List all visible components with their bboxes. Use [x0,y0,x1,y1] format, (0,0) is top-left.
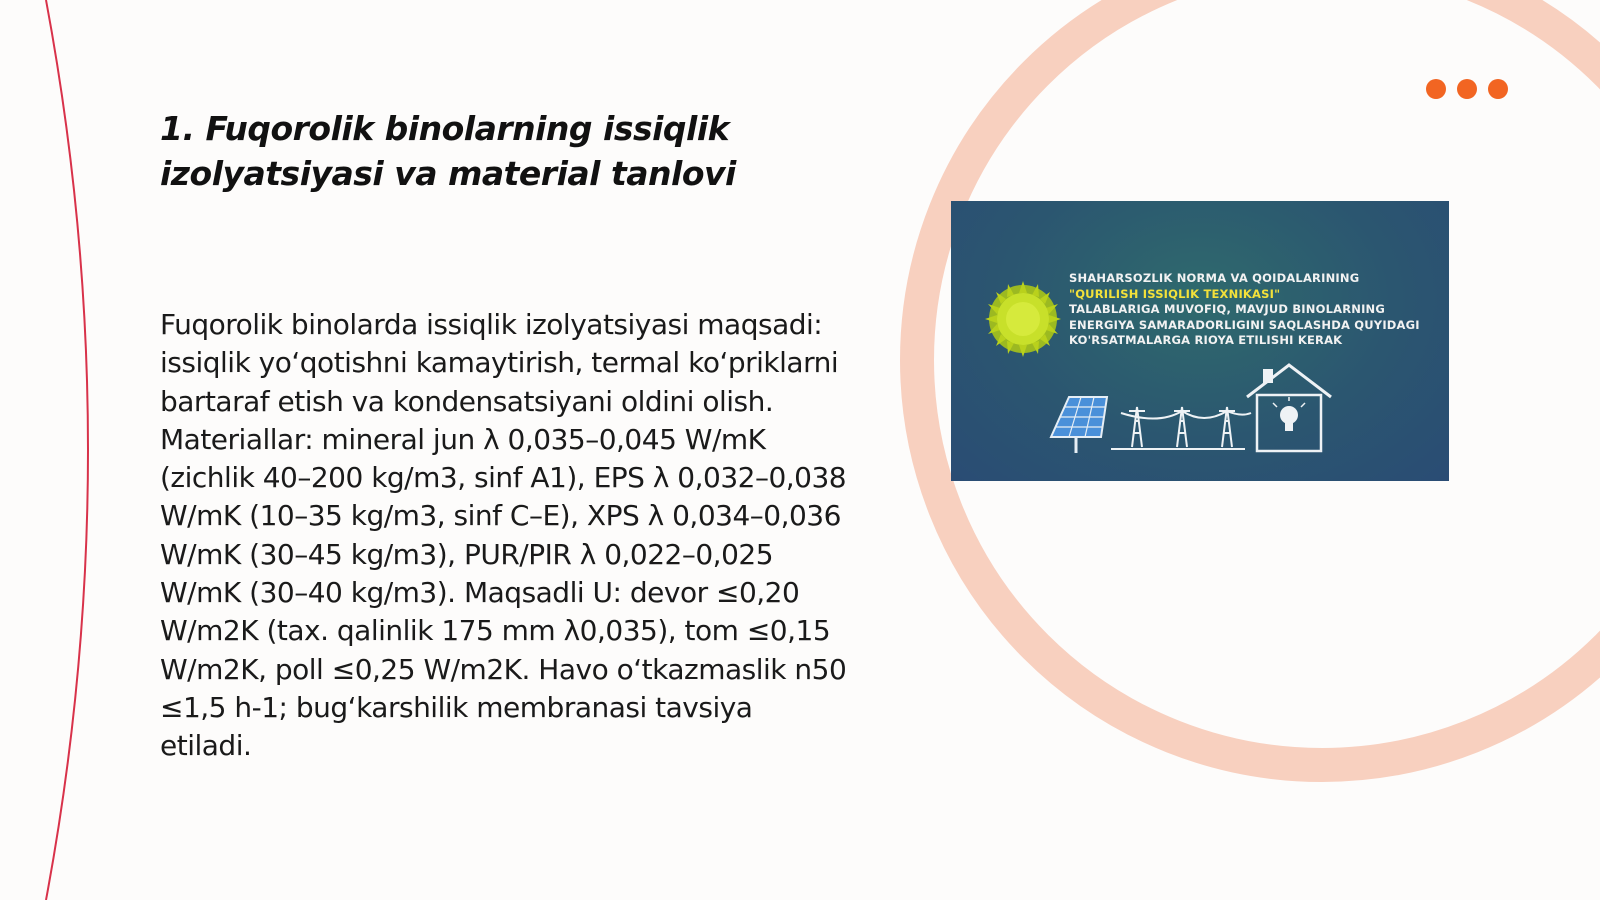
left-edge-curve [46,0,88,900]
figure-caption [1069,271,1439,349]
figure-line-2: "QURILISH ISSIQLIK TEXNIKASI" [1069,286,1281,301]
slide-title: 1. Fuqorolik binolarning issiqlik izolyatsiyasi va material tanlovi [160,109,736,193]
energy-efficiency-figure [951,201,1449,481]
dots-decoration [1426,79,1508,99]
figure-line-3: TALABLARIGA MUVOFIQ, MAVJUD BINOLARNING [1069,302,1386,316]
solar-panel-icon [1051,397,1107,453]
dot-3 [1488,79,1508,99]
power-line-icon [1111,407,1251,449]
figure-line-4: ENERGIYA SAMARADORLIGINI SAQLASHDA QUYIDAGI [1069,317,1420,332]
house-lightbulb-icon [1247,365,1331,451]
sun-icon [985,281,1061,357]
figure-line-5: KO'RSATMALARGA RIOYA ETILISHI KERAK [1069,333,1343,347]
slide-body-text: Fuqorolik binolarda issiqlik izolyatsiyasi maqsadi: issiqlik yo‘qotishni kamaytirish, termal ko‘priklarni bartaraf etish va kondensatsiyani oldini olish. Materiallar: mineral jun λ 0,035–0,045 W/mK (zichlik 40–200 kg/m3, sinf A1), EPS λ 0,032–0,038 W/mK (10–35 kg/m3, sinf C–E), XPS λ 0,034–0,036 W/mK (30–45 kg/m3), PUR/PIR λ 0,022–0,025 W/mK (30–40 kg/m3). Maqsadli U: devor ≤0,20 W/m2K (tax. qalinlik 175 mm λ0,035), tom ≤0,15 W/m2K, poll ≤0,25 W/m2K. Havo o‘tkazmaslik n50 ≤1,5 h-1; bug‘karshilik membranasi tavsiya etiladi. [160,308,847,763]
figure-line-1: SHAHARSOZLIK NORMA VA QOIDALARINING [1069,271,1360,285]
dot-2 [1457,79,1477,99]
dot-1 [1426,79,1446,99]
